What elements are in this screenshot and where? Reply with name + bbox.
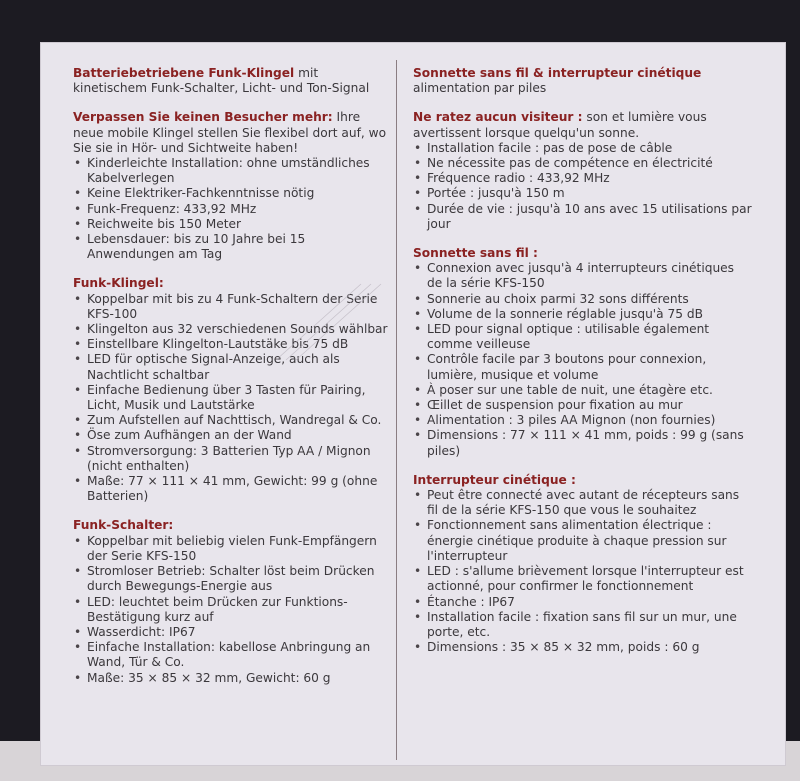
list-item: • Öse zum Aufhängen an der Wand: [73, 428, 391, 443]
list-item: • Stromloser Betrieb: Schalter löst beim Drücken durch Bewegungs-Energie aus: [73, 564, 391, 594]
list-item: • LED für optische Signal-Anzeige, auch als Nachtlicht schaltbar: [73, 352, 391, 382]
list-item: • Zum Aufstellen auf Nachttisch, Wandregal & Co.: [73, 413, 391, 428]
de-visitor-text: Ihre neue mobile Klingel stellen Sie flexibel dort auf, wo Sie sie in Hör- und Sichtweite haben!: [73, 110, 387, 155]
list-item: • Connexion avec jusqu'à 4 interrupteurs cinétiques de la série KFS-150: [413, 261, 753, 291]
de-schalter-section: [73, 518, 391, 685]
list-item: • Installation facile : pas de pose de câble: [413, 141, 753, 156]
list-item: • LED: leuchtet beim Drücken zur Funktions-Bestätigung kurz auf: [73, 595, 391, 625]
list-item: • Œillet de suspension pour fixation au mur: [413, 398, 753, 413]
list-item: • Wasserdicht: IP67: [73, 625, 391, 640]
list-item: • Peut être connecté avec autant de récepteurs sans fil de la série KFS-150 que vous le souhaitez: [413, 488, 753, 518]
list-item: • LED : s'allume brièvement lorsque l'interrupteur est actionné, pour confirmer le fonctionnement: [413, 564, 753, 594]
list-item: • Dimensions : 35 × 85 × 32 mm, poids : 60 g: [413, 640, 753, 655]
product-box-back: [40, 42, 786, 766]
list-item: • Maße: 77 × 111 × 41 mm, Gewicht: 99 g (ohne Batterien): [73, 474, 391, 504]
french-column: [413, 66, 753, 669]
list-item: • Fonctionnement sans alimentation électrique : énergie cinétique produite à chaque pression sur l'interrupteur: [413, 518, 753, 564]
list-item: • Koppelbar mit beliebig vielen Funk-Empfängern der Serie KFS-150: [73, 534, 391, 564]
de-klingel-title: Funk-Klingel:: [73, 276, 164, 291]
de-visitor-list: [73, 156, 391, 262]
de-klingel-section: [73, 276, 391, 504]
list-item: • Alimentation : 3 piles AA Mignon (non fournies): [413, 413, 753, 428]
list-item: • Portée : jusqu'à 150 m: [413, 186, 753, 201]
list-item: • Sonnerie au choix parmi 32 sons différents: [413, 292, 753, 307]
de-visitor-section: [73, 110, 391, 262]
fr-sonnette-list: [413, 261, 753, 459]
fr-visitor-section: [413, 110, 753, 232]
list-item: • Volume de la sonnerie réglable jusqu'à 75 dB: [413, 307, 753, 322]
fr-interrupteur-list: [413, 488, 753, 655]
fr-sonnette-section: [413, 246, 753, 459]
list-item: • Stromversorgung: 3 Batterien Typ AA / Mignon (nicht enthalten): [73, 444, 391, 474]
fr-intro-text: alimentation par piles: [413, 81, 547, 96]
de-schalter-list: [73, 534, 391, 686]
de-intro-text: mit kinetischem Funk-Schalter, Licht- und Ton-Signal: [73, 66, 370, 96]
list-item: • Fréquence radio : 433,92 MHz: [413, 171, 753, 186]
list-item: • À poser sur une table de nuit, une étagère etc.: [413, 383, 753, 398]
list-item: • Durée de vie : jusqu'à 10 ans avec 15 utilisations par jour: [413, 202, 753, 232]
fr-visitor-text: son et lumière vous avertissent lorsque quelqu'un sonne.: [413, 110, 707, 140]
de-schalter-title: Funk-Schalter:: [73, 518, 174, 533]
column-divider: [396, 60, 397, 760]
de-visitor-title: Verpassen Sie keinen Besucher mehr:: [73, 110, 333, 125]
list-item: • Funk-Frequenz: 433,92 MHz: [73, 202, 391, 217]
list-item: • Installation facile : fixation sans fil sur un mur, une porte, etc.: [413, 610, 753, 640]
fr-intro-section: [413, 66, 753, 96]
german-column: [73, 66, 391, 700]
list-item: • Klingelton aus 32 verschiedenen Sounds wählbar: [73, 322, 391, 337]
list-item: • Kinderleichte Installation: ohne umständliches Kabelverlegen: [73, 156, 391, 186]
list-item: • Einstellbare Klingelton-Lautstäke bis 75 dB: [73, 337, 391, 352]
list-item: • Einfache Installation: kabellose Anbringung an Wand, Tür & Co.: [73, 640, 391, 670]
de-klingel-list: [73, 292, 391, 505]
fr-visitor-list: [413, 141, 753, 232]
list-item: • Maße: 35 × 85 × 32 mm, Gewicht: 60 g: [73, 671, 391, 686]
list-item: • Reichweite bis 150 Meter: [73, 217, 391, 232]
de-intro-title: Batteriebetriebene Funk-Klingel: [73, 66, 295, 80]
list-item: • Dimensions : 77 × 111 × 41 mm, poids : 99 g (sans piles): [413, 428, 753, 458]
list-item: • Ne nécessite pas de compétence en électricité: [413, 156, 753, 171]
list-item: • Lebensdauer: bis zu 10 Jahre bei 15 Anwendungen am Tag: [73, 232, 391, 262]
fr-visitor-title: Ne ratez aucun visiteur :: [413, 110, 583, 125]
fr-sonnette-title: Sonnette sans fil :: [413, 246, 538, 261]
list-item: • Koppelbar mit bis zu 4 Funk-Schaltern der Serie KFS-100: [73, 292, 391, 322]
fr-interrupteur-title: Interrupteur cinétique :: [413, 472, 576, 487]
fr-intro-title: Sonnette sans fil & interrupteur cinétique: [413, 66, 702, 80]
list-item: • Contrôle facile par 3 boutons pour connexion, lumière, musique et volume: [413, 352, 753, 382]
list-item: • Étanche : IP67: [413, 595, 753, 610]
fr-interrupteur-section: [413, 473, 753, 655]
list-item: • Keine Elektriker-Fachkenntnisse nötig: [73, 186, 391, 201]
list-item: • LED pour signal optique : utilisable également comme veilleuse: [413, 322, 753, 352]
de-intro-section: [73, 66, 391, 96]
list-item: • Einfache Bedienung über 3 Tasten für Pairing, Licht, Musik und Lautstärke: [73, 383, 391, 413]
